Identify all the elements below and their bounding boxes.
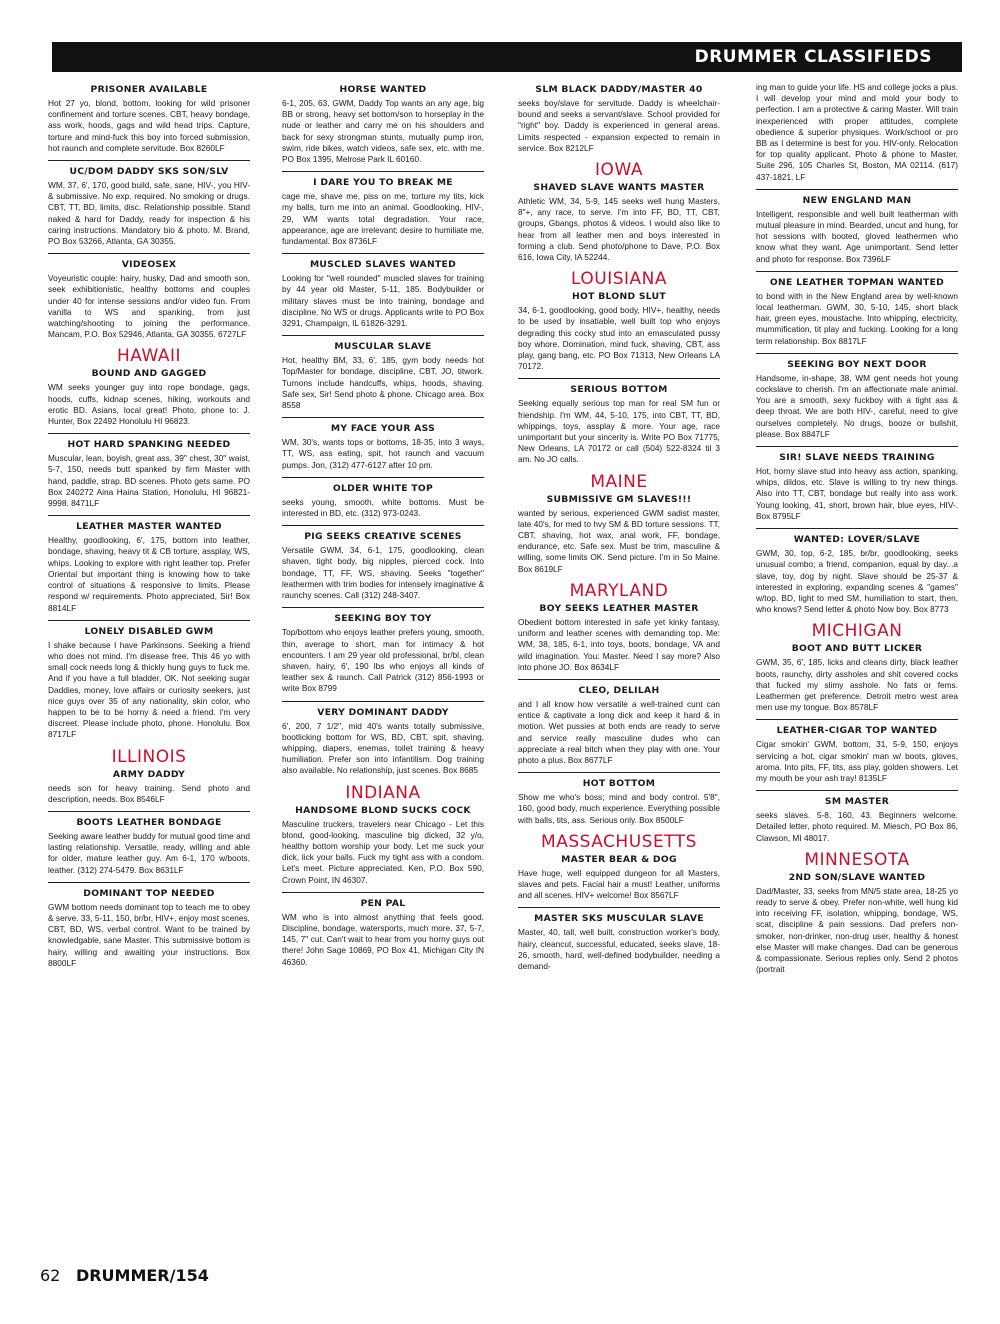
ad-headline: HANDSOME BLOND SUCKS COCK [295, 804, 471, 816]
ad-body: Masculine truckers, travelers near Chicago - Let this blond, good-looking, masculine big dicked, 32 y/o, healthy bottom worship your body. Let me suck your dick, lick your balls. Fuck my tight ass with a condom. Let's meet. Picture appreciated. Ken, P.O. Box 590, Crown Point, IN 46307. [282, 818, 484, 885]
ad-divider [756, 353, 958, 354]
page-footer [40, 1266, 209, 1285]
ad-headline: SM MASTER [824, 796, 890, 808]
ad-body: GWM bottom needs dominant top to teach me to obey & serve. 33, 5-11, 150, br/br, HIV+, enjoy most scenes, CBT, BD, WS, verbal control. Want to be trained by knowledgable, sane Master. This submissive bottom is hairy, willing and awaiting your instructions. Box 8800LF [48, 901, 250, 968]
ad-headline: NEW ENGLAND MAN [802, 194, 912, 206]
ad-divider [518, 772, 720, 773]
ad-headline: SLM BLACK DADDY/MASTER 40 [535, 84, 703, 95]
ad-body: Healthy, goodlooking, 6', 175, bottom into leather, bondage, shaving, heavy tit & CB torture, assplay, WS, whips. Looking to explore with right leather top. Prefer Oriental but important thing is knowing how to take control of situations & responsive to limits. Please respond w/ requirements. Photo appreciated, Sir! Box 8814LF [48, 535, 250, 613]
ad-body: ing man to guide your life. HS and college jocks a plus. I will develop your mind and mold your body to perfection. I am a protective & caring Master. Will train inexperienced with proper attitudes, complete obedience & superior physiques. Work/school or pro BB as I determine is best for you. HIV-only. Relocation for top quality applicant. Photo & phone to Master, Suite 296, 105 Charles St, Boston, MA 02114. (617) 437-1821. LF [756, 82, 958, 182]
classified-ad [756, 872, 958, 976]
ad-headline: SIR! SLAVE NEEDS TRAINING [779, 452, 935, 464]
classified-ad [518, 291, 720, 372]
classified-ad [48, 439, 250, 509]
ad-headline: I DARE YOU TO BREAK ME [313, 177, 453, 189]
ad-body: Voyeuristic couple: hairy, husky, Dad and smooth son, seek exhibitionistic, healthy bottoms and couples under 40 for intense sessions and/or video fun. From vanilla to WS and spanking, from just watching/shooting to joining the performance. Mancam, P.O. Box 52946, Atlanta, GA 30355. 6727LF [48, 273, 250, 340]
ad-headline: HOT BLOND SLUT [572, 291, 666, 303]
classified-ad [282, 898, 484, 968]
ad-divider [282, 417, 484, 418]
ad-divider [518, 679, 720, 680]
ad-headline: DOMINANT TOP NEEDED [83, 887, 215, 899]
ad-headline: PRISONER AVAILABLE [90, 84, 208, 95]
ad-body: WM, 30's, wants tops or bottoms, 18-35, into 3 ways, TT, WS, ass eating, spit, hot raunch and vacuum pumps. Jon, (312) 477-6127 after 10 pm. [282, 437, 484, 470]
ad-headline: WANTED: LOVER/SLAVE [793, 534, 921, 546]
state-heading: HAWAII [116, 346, 182, 367]
ad-headline: MUSCLED SLAVES WANTED [309, 259, 457, 271]
classified-ad [48, 368, 250, 427]
classified-ad [756, 796, 958, 844]
state-heading: IOWA [595, 160, 643, 181]
ad-body: GWM, 30, top, 6-2, 185, br/br, goodlooking, seeks unusual combo; a friend, companion, equal by day...a slave, toy, dog by night. Slave should be 25-37 & interested in exploring, expanding scenes & "games" w/top. BD, light to med SM, humiliation to start, then, who knows? Send letter & photo Now boy. Box 8773 [756, 548, 958, 615]
classified-ad [48, 166, 250, 247]
ad-body: Muscular, lean, boyish, great ass, 39" chest, 30" waist, 5-7, 150, needs butt spanked by firm Master with hand, paddle, strap. BD scenes. Photo gets same. PO Box 240272 Aina Haina Station, Honolulu, HI 96821-9998. 8471LF [48, 453, 250, 509]
ad-body: 6-1, 205, 63, GWM, Daddy Top wants an any age, big BB or strong, heavy set bottom/son to horseplay in the nude or leather and carry me on his shoulders and back for sexy strongman stunts, mutually pump iron, swim, ride bikes, watch videos, safe sex, etc. with me. PO Box 1395, Melrose Park IL 60160. [282, 98, 484, 165]
classified-ad [282, 341, 484, 411]
ad-divider [48, 515, 250, 516]
ad-headline: SUBMISSIVE GM SLAVES!!! [546, 493, 692, 505]
ad-headline: HOT BOTTOM [582, 778, 656, 790]
classified-ad [282, 707, 484, 777]
classified-ad [518, 84, 720, 154]
ad-headline: LONELY DISABLED GWM [84, 625, 214, 637]
ad-headline: OLDER WHITE TOP [332, 482, 434, 494]
classified-ad [756, 359, 958, 440]
ad-divider [756, 271, 958, 272]
ad-divider [756, 719, 958, 720]
ad-body: and I all know how versatile a well-trained cunt can entice & captivate a long dick and keep it hard & in motion. Wet pussies at both ends are ready to serve and service really masculine dudes who can appreciate a real bitch when they play with one. Your photo a plus. Box 8677LF [518, 698, 720, 765]
ad-headline: BOOT AND BUTT LICKER [791, 643, 923, 655]
ad-headline: MY FACE YOUR ASS [330, 423, 436, 435]
ad-divider [48, 433, 250, 434]
state-heading: MICHIGAN [811, 621, 903, 642]
ad-body: Top/bottom who enjoys leather prefers young, smooth, thin, average to short, man for intimacy & hot encounters. I am 29 year old professional, br/bl, clean shaven, hairy, 6', 190 lbs who enjoys all kinds of leather sex & raunch. Call Patrick (312) 856-1993 or write Box 8799 [282, 627, 484, 694]
ad-headline: CLEO, DELILAH [578, 684, 660, 696]
ad-divider [756, 189, 958, 190]
classified-ad [282, 84, 484, 165]
classified-ad [518, 685, 720, 766]
ad-divider [282, 607, 484, 608]
ad-body: Hot, healthy BM, 33, 6', 185, gym body needs hot Top/Master for bondage, discipline, CBT, JO, titwork. Turnons include handcuffs, whips, hoods, shaving. Safe sex, Sir! Send photo & phone. Chicago area. Box 8558 [282, 355, 484, 411]
state-heading: INDIANA [345, 782, 421, 803]
classified-ad [282, 805, 484, 886]
ad-divider [48, 620, 250, 621]
ad-body: Looking for "well rounded" muscled slaves for training by 44 year old Master, 5-11, 185. Bodybuilder or military slaves must be into training, bondage and discipline. No WS or drugs. Applicants write to PO Box 3291, Champaign, IL 61826-3291. [282, 273, 484, 329]
ad-body: GWM, 35, 6', 185, licks and cleans dirty, black leather boots, raunchy, dirty assholes and shit covered cocks that fucked my slimy asshole. No fats or fems. Leathermen get preference. Detroit metro west area men use my tongue. Box 8578LF [756, 657, 958, 713]
ad-divider [756, 528, 958, 529]
ad-divider [282, 171, 484, 172]
ad-headline: MASTER SKS MUSCULAR SLAVE [534, 913, 704, 925]
classified-ad [756, 195, 958, 265]
ad-body: Have huge, well equipped dungeon for all Masters, slaves and pets. Facial hair a must! Leather, uniforms and all scenes. HIV+ welcome! Box 8567LF [518, 867, 720, 901]
classified-ad [518, 182, 720, 263]
classified-ad [756, 277, 958, 347]
classified-ad [756, 82, 958, 183]
ad-body: I shake because I have Parkinsons. Seeking a friend who does not mind. I'm disease free. This 46 yo with small cock needs long & thickly hung guys to fuck me. And if you have a full bladder, OK. Not seeking sugar Daddies, money, love affairs or curiosity seekers, just nice guys over 35 of any nationality, skin color, who happen to be to be horny & need a friend. I'm very discreet. Please include photo, phone. Honolulu. Box 8717LF [48, 639, 250, 740]
ad-body: seeks slaves. 5-8, 160, 43. Beginners welcome. Detailed letter, photo required. M. Miesch, PO Box 86, Clawson, MI 48017. [756, 810, 958, 843]
state-heading: MAINE [590, 471, 648, 492]
classified-ad [48, 626, 250, 741]
ad-headline: HOT HARD SPANKING NEEDED [67, 439, 231, 451]
ad-body: Show me who's boss; mind and body control. 5'8", 160, good body, much experience. Everything possible with balls, tits, ass. Serious only. Box 8500LF [518, 792, 720, 825]
ad-divider [48, 160, 250, 161]
classified-ad [48, 521, 250, 613]
ad-body: Versatile GWM, 34, 6-1, 175, goodlooking, clean shaven, tight body, big nipples, pierced cock. Into bondage, TT, FF, WS, shaving. Seeks "together" leathermen with trim bodies for intensely imaginative & raunchy scenes. Call (312) 248-3407. [282, 545, 484, 601]
ad-headline: UC/DOM DADDY SKS SON/SLV [69, 166, 229, 178]
ad-divider [48, 882, 250, 883]
ad-headline: HORSE WANTED [339, 84, 427, 95]
ad-headline: PEN PAL [360, 897, 406, 909]
ad-body: WM, 37, 6', 170, good build, safe, sane, HIV-, you HIV- & submissive. No exp. required. No smoking or drugs. CBT, TT, BD, limits, disc. Relationship possible. Stand naked & hard for Daddy, ready for inspection & his caring instructions. Mandatory bio & photo. M. Brand, PO Box 53266, Atlanta, GA 30355. [48, 180, 250, 247]
column-2 [282, 82, 484, 1266]
column-1 [48, 82, 250, 1266]
classified-ad [48, 259, 250, 340]
classified-ad [282, 613, 484, 694]
classified-ad [518, 384, 720, 465]
classified-ad [48, 769, 250, 805]
classified-ad [518, 494, 720, 575]
ad-headline: ONE LEATHER TOPMAN WANTED [769, 276, 945, 288]
ad-divider [282, 892, 484, 893]
classified-ad [282, 259, 484, 329]
ad-headline: ARMY DADDY [112, 768, 186, 780]
ad-headline: LEATHER MASTER WANTED [76, 521, 222, 533]
page-number: 62 [40, 1266, 61, 1285]
classified-ad [48, 888, 250, 969]
state-heading: LOUISIANA [571, 269, 667, 290]
ad-body: Cigar smokin' GWM, bottom, 31, 5-9, 150, enjoys servicing a hot, cigar smokin' man w/ boots, gloves, aroma. Into pits, FF, tits, ass play, golden showers. Let my mouth be your ash tray! 8135LF [756, 739, 958, 783]
ad-body: seeks young, smooth, white bottoms. Must be interested in BD, etc. (312) 973-0243. [282, 496, 484, 519]
classified-ad [518, 913, 720, 972]
ad-body: 34, 6-1, goodlooking, good body, HIV+, healthy, needs to be used by insatiable, well built top who enjoys degrading this cocky stud into an emasculated pussy boy whore. Domination, mind fuck, shaving, CBT, ass play, gang bang, etc. PO Box 71313, New Orleans LA 70172. [518, 305, 720, 372]
section-banner [52, 42, 962, 72]
ad-headline: SERIOUS BOTTOM [570, 384, 668, 396]
ad-headline: PIG SEEKS CREATIVE SCENES [304, 531, 462, 543]
ad-body: seeks boy/slave for servitude. Daddy is wheelchair-bound and seeks a servant/slave. School provided for "right" boy. Daddy is experienced in general areas. Limits respected - expansion expected to remain in service. Box 8212LF [518, 98, 720, 153]
ad-headline: BOOTS LEATHER BONDAGE [76, 816, 222, 828]
ad-body: 6', 200, 7 1/2", mid 40's wants totally submissive, bootlicking bottom for WS, BD, CBT, spit, shaving, whipping, diapers, enemas, toilet training & heavy humiliation. Prefer son into infantilism. Dog training also available. No relationship, just scenes. Box 8685 [282, 720, 484, 776]
ad-body: Dad/Master, 33, seeks from MN/5 state area, 18-25 yo ready to serve & obey. Prefer non-white, well hung kid into receiving FF, isolation, whipping, bondage, WS, scat, discipline & pain sessions. Dad prefers non-smoker, non-drinker, non-drug user, healthy & honest else Master will make changes. Dad can be generous & compassionate. Serious replies only. Send 2 photos (portrait [756, 885, 958, 975]
classified-ad [756, 534, 958, 615]
state-heading: ILLINOIS [111, 746, 187, 767]
ad-divider [48, 253, 250, 254]
classified-ad [282, 483, 484, 519]
ad-divider [282, 335, 484, 336]
classified-ad [518, 854, 720, 902]
ad-headline: SEEKING BOY TOY [334, 613, 432, 625]
ad-headline: VERY DOMINANT DADDY [317, 706, 449, 718]
ad-divider [518, 378, 720, 379]
state-heading: MARYLAND [569, 580, 669, 601]
banner-title: DRUMMER CLASSIFIEDS [694, 47, 932, 67]
ad-headline: MASTER BEAR & DOG [561, 853, 677, 865]
ad-headline: MUSCULAR SLAVE [334, 341, 432, 353]
classified-ad [518, 603, 720, 673]
ad-body: wanted by serious, experienced GWM sadist master, late 40's, for med to hvy SM & BD torture sessions. TT, CBT, shaving, hot wax, anal work, FF, bondage, endurance, etc. Safe sex. Must be trim, masculine & willing, some limits OK. Send picture. I'm in So Maine. Box 8619LF [518, 507, 720, 574]
ad-divider [282, 477, 484, 478]
ad-divider [282, 253, 484, 254]
ad-body: Master, 40, tall, well built, construction worker's body, hairy, cleancut, successful, educated, seeks slave, 18-26, smooth, hard, well-defined bodybuilder, needing a demand- [518, 927, 720, 971]
ad-headline: SEEKING BOY NEXT DOOR [787, 358, 927, 370]
ad-body: Seeking aware leather buddy for mutual good time and lasting relationship. Versatile, ready, willing and able for older, mature leather guy. Am 6-1, 170 w/boots, leather. (312) 274-5479. Box 8631LF [48, 830, 250, 875]
column-3 [518, 82, 720, 1266]
ad-headline: SHAVED SLAVE WANTS MASTER [533, 182, 705, 194]
ad-headline: LEATHER-CIGAR TOP WANTED [776, 725, 938, 737]
column-4 [756, 82, 958, 1266]
ad-body: Hot 27 yo, blond, bottom, looking for wild prisoner confinement and torture scenes. CBT, heavy bondage, ass work, hoods, gags and wild head trips. Capture, torture and mind-fuck this boy into forced submission, hot raunch and complete servitude. Box 8260LF [48, 98, 250, 153]
ad-body: to bond with in the New England area by well-known local leatherman. GWM, 30, 5-10, 145, short black hair, green eyes, moustache. Into whipping, electricity, mummification, tit play and fucking. Looking for a long term relationship. Box 8817LF [756, 290, 958, 346]
ad-headline: VIDEOSEX [121, 259, 177, 271]
ad-divider [282, 525, 484, 526]
classified-ad [756, 452, 958, 522]
ad-headline: 2ND SON/SLAVE WANTED [788, 871, 926, 883]
state-heading: MASSACHUSETTS [541, 831, 697, 852]
ad-divider [282, 701, 484, 702]
classified-ad [282, 423, 484, 471]
ad-body: Intelligent, responsible and well built leatherman with mutual pleasure in mind. Bearded, uncut and hung, for hot sessions with booted, gloved leathermen who know what they want. Age unimportant. Send letter and photo for response. Box 7396LF [756, 208, 958, 264]
classified-ad [48, 84, 250, 154]
ad-headline: BOY SEEKS LEATHER MASTER [539, 602, 699, 614]
ad-body: Obedient bottom interested in safe yet kinky fantasy, uniform and leather scenes with demanding top. Me: WM, 38, 185, 6-1, into toys, boots, bondage, VA and wild imagination. You: Master. Need I say more? Also into phone JO. Box 8634LF [518, 616, 720, 672]
ad-body: Athletic WM, 34, 5-9, 145 seeks well hung Masters, 8"+, any race, to serve. I'm into FF, BD, TT, CBT, groups, Gbangs, photos & videos. I would also like to hear from all leather men and boys interested in forming a club. Send photo/phone to Dave, P.O. Box 616, Iowa City, IA 52244. [518, 196, 720, 263]
ad-body: Hot, horny slave stud into heavy ass action, spanking, whips, dildos, etc. Slave is willing to try new things. Also into TT, CBT, bondage but really into ass work. Young looking, 41, short, brown hair, blue eyes, HIV-. Box 8795LF [756, 466, 958, 521]
classified-ad [756, 643, 958, 713]
ad-divider [756, 446, 958, 447]
ad-body: WM seeks younger guy into rope bondage, gags, hoods, cuffs, kidnap scenes, hiking, workouts and erotic BD. Asians, local great! Photo, phone to: J. Hunter, Box 22492 Honolulu HI 96823. [48, 382, 250, 427]
ad-divider [518, 907, 720, 908]
ad-divider [756, 790, 958, 791]
ad-body: cage me, shave me, piss on me, torture my tits, kick my balls, turn me into an animal. Goodlooking, HIV-, 29, WM wants total degradation. Your race, appearance, age are irrelevant; desire to humiliate me, fundamental. Box 8736LF [282, 191, 484, 247]
classified-ad [282, 531, 484, 601]
ad-headline: BOUND AND GAGGED [91, 368, 207, 380]
classified-ad [756, 725, 958, 784]
state-heading: MINNESOTA [804, 849, 910, 870]
ad-body: needs son for heavy training. Send photo and description, needs. Box 8546LF [48, 782, 250, 804]
classified-ad [48, 817, 250, 876]
ad-body: WM who is into almost anything that feels good. Discipline, bondage, watersports, much more. 37, 5-7, 145, 7" cut. Can't wait to hear from you horny guys out there! John Sage 10869, PO Box 41, Michigan City IN 46360. [282, 911, 484, 967]
classified-ad [518, 778, 720, 826]
magazine-issue: DRUMMER/154 [75, 1266, 209, 1285]
ad-divider [48, 811, 250, 812]
classified-ad [282, 177, 484, 247]
ad-body: Handsome, in-shape, 38, WM gent needs hot young cockslave to cherish. I'm an affectionate male animal. You are a smooth, sexy fuckboy with a tight ass & deep throat. We are both HIV-, careful, need to give ourselves completely. No drugs, booze or bullshit, please. Box 8847LF [756, 372, 958, 439]
ad-body: Seeking equally serious top man for real SM fun or friendship. I'm WM, 44, 5-10, 175, into CBT, TT, BD, whippings, toys, assplay & more. Your age, race unimportant but your sincerity is. Write PO Box 71775, New Orleans, LA 70172 or call (504) 522-8324 til 3 am. No JO calls. [518, 398, 720, 465]
